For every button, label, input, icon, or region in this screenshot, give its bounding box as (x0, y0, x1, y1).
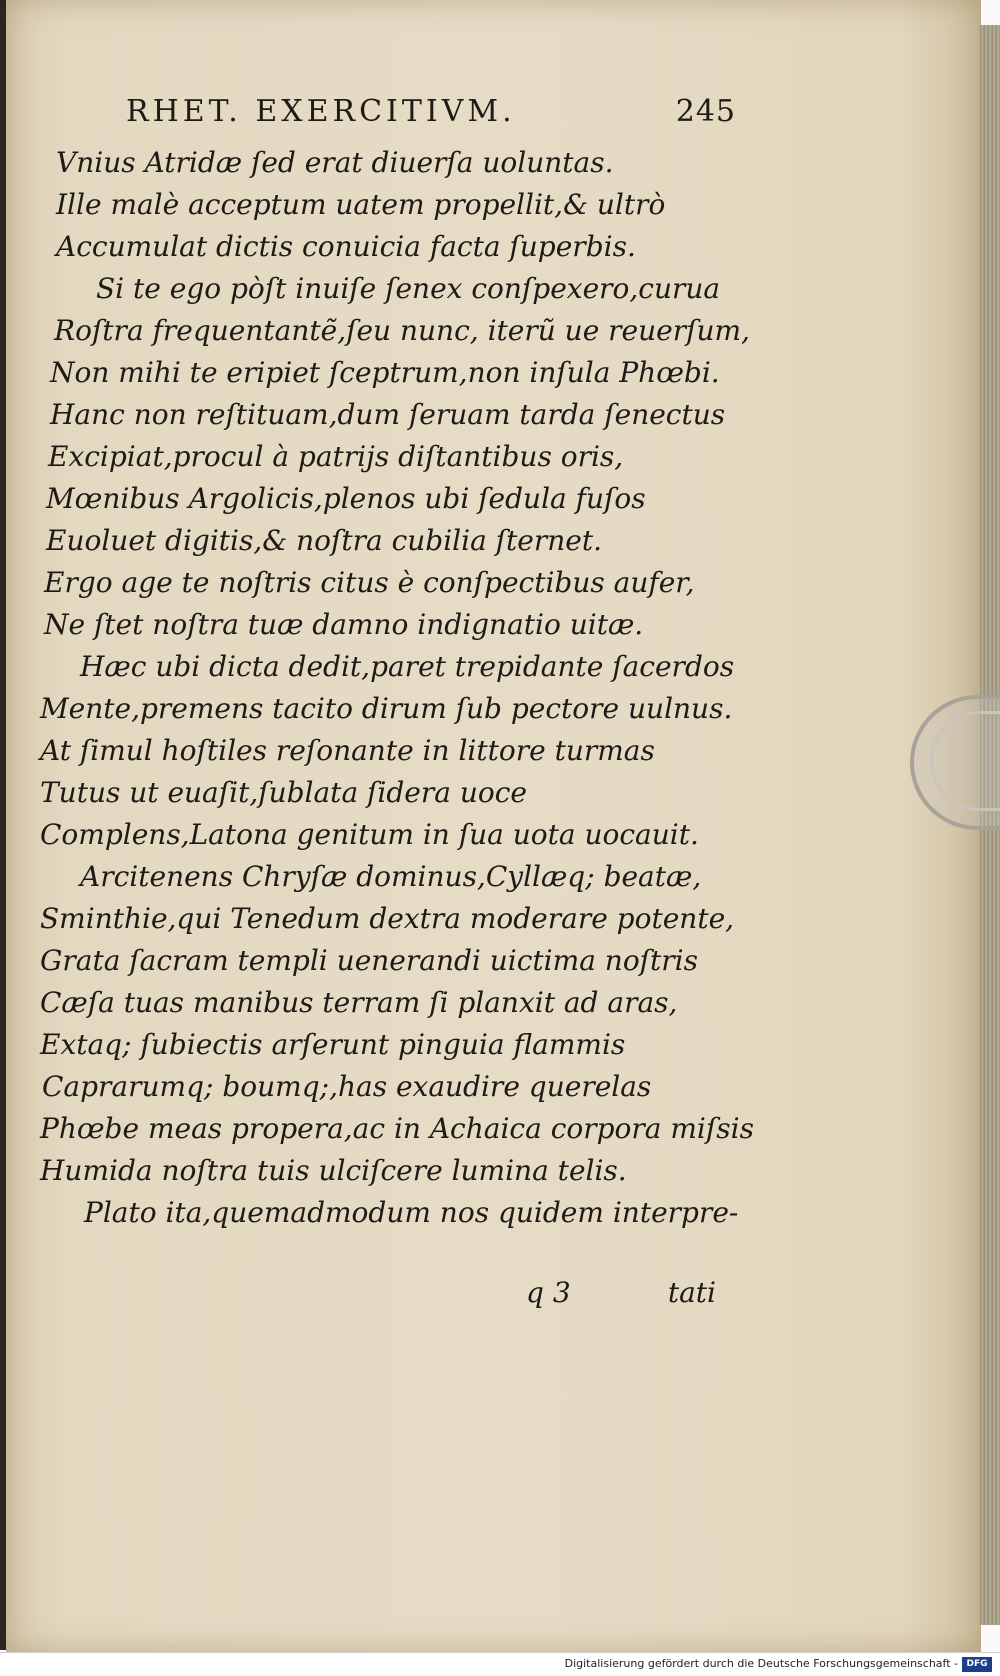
text-line: Tutus ut euaſit,ſublata ſidera uoce (40, 776, 527, 809)
dfg-logo: DFG (962, 1657, 992, 1672)
text-line: Cæſa tuas manibus terram ſi planxit ad aras, (40, 986, 678, 1019)
text-line: Hanc non reſtituam,dum ſeruam tarda ſenectus (50, 398, 726, 431)
text-line: Mœnibus Argolicis,plenos ubi ſedula fuſos (46, 482, 646, 515)
page-clip-inner (930, 711, 1000, 811)
text-line: Arcitenens Chryſæ dominus,Cyllæq; beatæ, (80, 860, 702, 893)
text-line: Plato ita,quemadmodum nos quidem interpre- (84, 1196, 739, 1229)
text-line: Si te ego pòſt inuiſe ſenex conſpexero,curua (96, 272, 721, 305)
signature-mark: q 3 (526, 1276, 571, 1309)
text-line: Phœbe meas propera,ac in Achaica corpora miſsis (40, 1112, 754, 1145)
page-foot (96, 1276, 716, 1318)
page-number: 245 (675, 94, 736, 129)
funding-credit: Digitalisierung gefördert durch die Deutsche Forschungsgemeinschaft - (564, 1657, 958, 1670)
text-line: Ille malè acceptum uatem propellit,& ultrò (56, 188, 666, 221)
page-header (126, 94, 736, 138)
text-line: Ergo age te noſtris citus è conſpectibus aufer, (44, 566, 695, 599)
text-line: Non mihi te eripiet ſceptrum,non inſula Phœbi. (50, 356, 720, 389)
text-line: Vnius Atridæ ſed erat diuerſa uoluntas. (56, 146, 614, 179)
text-line: Mente,premens tacito dirum ſub pectore uulnus. (40, 692, 733, 725)
text-line: Accumulat dictis conuicia facta ſuperbis. (56, 230, 636, 263)
text-line: Hæc ubi dicta dedit,paret trepidante ſacerdos (80, 650, 735, 683)
verse-text-block (36, 142, 756, 1234)
text-line: Euoluet digitis,& noſtra cubilia ſternet. (46, 524, 603, 557)
text-line: Caprarumq; boumq;,has exaudire querelas (42, 1070, 652, 1103)
digitization-footer (0, 1652, 1000, 1676)
text-line: Excipiat,procul à patrijs diſtantibus oris, (48, 440, 624, 473)
text-line: Grata ſacram templi uenerandi uictima noſtris (40, 944, 698, 977)
text-line: Complens,Latona genitum in ſua uota uocauit. (40, 818, 699, 851)
running-head: RHET. EXERCITIVM. (126, 94, 516, 129)
catchword: tati (667, 1276, 716, 1309)
text-line: Humida noſtra tuis ulciſcere lumina telis. (40, 1154, 627, 1187)
text-line: Ne ſtet noſtra tuæ damno indignatio uitæ. (44, 608, 644, 641)
text-line: Sminthie,qui Tenedum dextra moderare potente, (40, 902, 735, 935)
text-line: At ſimul hoſtiles reſonante in littore turmas (40, 734, 655, 767)
book-page (6, 0, 981, 1652)
text-line: Roſtra frequentantẽ,ſeu nunc, iterũ ue reuerſum, (54, 314, 750, 347)
text-line: Extaq; ſubiectis arſerunt pinguia flammis (40, 1028, 626, 1061)
